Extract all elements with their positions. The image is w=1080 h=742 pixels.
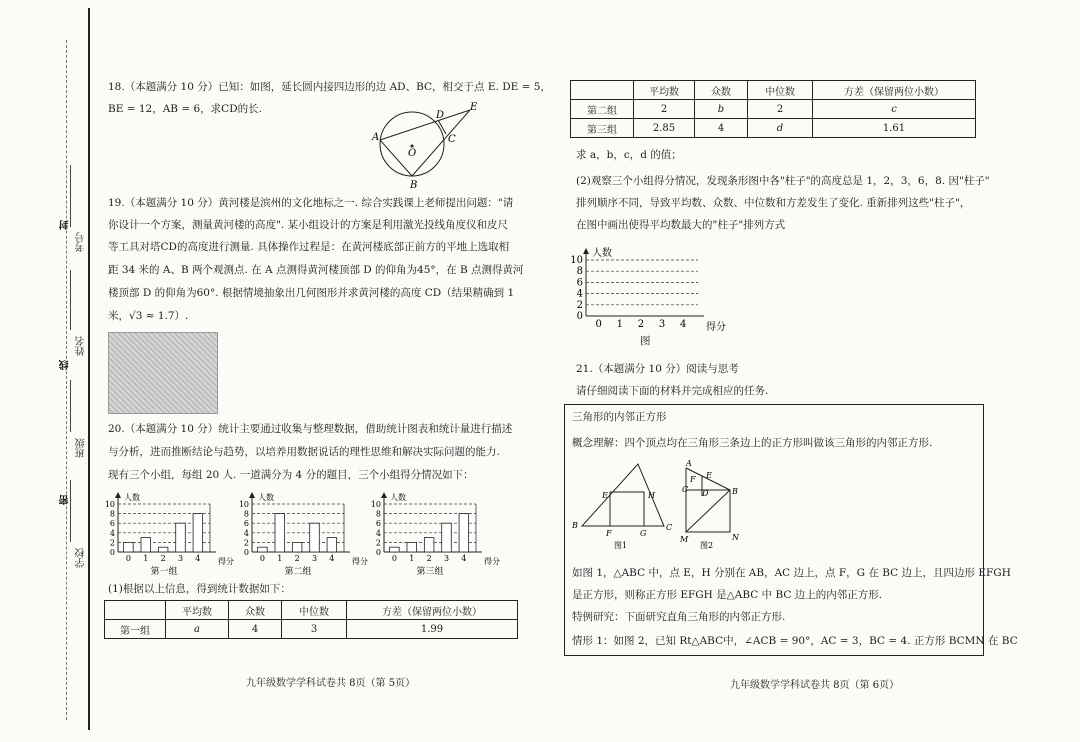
q21-p3: 特例研究：下面研究直角三角形的内邻正方形. <box>572 611 786 623</box>
q19-line: 你设计一个方案，测量黄河楼的高度". 某小组设计的方案是利用激光投线角度仪和皮尺 <box>108 219 509 231</box>
x-tick-label: 3 <box>177 554 184 563</box>
bar-chart-group2 <box>232 484 368 580</box>
label-C: C <box>448 134 456 145</box>
table-header: 平均数 <box>634 81 695 100</box>
y-tick-label: 8 <box>375 509 381 519</box>
bar <box>459 514 469 552</box>
q20-line: 现有三个小组，每组 20 人. 一道满分为 4 分的题目，三个小组得分情况如下： <box>108 469 474 481</box>
q19-line: 距 34 米的 A、B 两个观测点. 在 A 点测得黄河楼顶部 D 的仰角为45°，在 B 点测得黄河 <box>108 264 524 276</box>
table-cell: 1.61 <box>813 119 976 138</box>
q20-sub2: 排列顺序不同，导致平均数、众数、中位数和方差发生了变化. 重新排列这些"柱子"， <box>576 197 971 209</box>
exam-no-label: 考号 <box>76 232 87 252</box>
label-G: G <box>640 529 647 538</box>
class-blank <box>70 380 71 432</box>
table-cell: b <box>695 100 748 119</box>
q20-sub2: 在图中画出使得平均数最大的"柱子"排列方式 <box>576 219 786 231</box>
seal-char: 封 <box>60 220 71 230</box>
y-tick-label: 0 <box>243 548 249 557</box>
x-tick-label: 4 <box>461 554 467 563</box>
table-cell: 2.85 <box>634 119 695 138</box>
y-tick-label: 10 <box>104 500 115 509</box>
label-B2: B <box>732 487 738 496</box>
y-tick-label: 0 <box>109 548 115 557</box>
bar <box>390 547 400 552</box>
y-tick-label: 10 <box>570 255 583 266</box>
q19-line: 楼顶部 D 的仰角为60°. 根据情境抽象出几何图形并求黄河楼的高度 CD（结果精确到 1 <box>108 287 515 299</box>
y-tick-label: 6 <box>576 277 583 289</box>
label-D: D <box>436 110 445 121</box>
y-tick-label: 8 <box>243 509 249 519</box>
x-tick-label: 1 <box>277 554 283 563</box>
table-cell: 3 <box>282 620 347 639</box>
q21-intro: 请仔细阅读下面的材料并完成相应的任务. <box>576 385 769 397</box>
table-header: 中位数 <box>748 81 813 100</box>
label-N2: N <box>732 533 739 542</box>
table-header: 方差（保留两位小数） <box>813 81 976 100</box>
q20-line: 20.（本题满分 10 分）统计主要通过收集与整理数据，借助统计图表和统计量进行描述 <box>108 423 513 435</box>
x-tick-label: 4 <box>329 554 335 563</box>
label-A: A <box>372 132 380 143</box>
y-tick-label: 2 <box>375 538 381 548</box>
bar <box>442 523 452 552</box>
label-D2: D <box>702 489 709 498</box>
x-tick-label: 0 <box>391 554 397 563</box>
table-cell: a <box>166 620 229 639</box>
label-B: B <box>572 521 578 530</box>
table-header: 众数 <box>695 81 748 100</box>
y-tick-label: 0 <box>375 548 381 557</box>
chart-title: 第三组 <box>416 567 444 577</box>
q19-line: 等工具对塔CD的高度进行测量. 具体操作过程是：在黄河楼底部正前方的平地上选取相 <box>108 241 510 253</box>
y-axis-arrow <box>381 492 387 498</box>
exam-no-blank <box>70 165 71 227</box>
seal-char: 线 <box>60 360 71 370</box>
label-M2: M <box>680 535 689 544</box>
concept-text: 概念理解：四个顶点均在三角形三条边上的正方形叫做该三角形的内邻正方形. <box>572 437 933 449</box>
bar <box>258 547 268 552</box>
y-tick-label: 10 <box>238 500 249 509</box>
x-tick-label: 2 <box>160 554 166 563</box>
x-tick-label: 0 <box>125 554 131 563</box>
label-E: E <box>470 102 478 113</box>
q18-circle-figure <box>360 100 500 191</box>
bar <box>158 547 168 552</box>
seal-char: 密 <box>60 495 71 505</box>
bar <box>193 514 203 552</box>
chart-title: 第一组 <box>150 567 178 577</box>
bar <box>407 542 417 552</box>
label-O: O <box>408 148 417 159</box>
footer-right: 九年级数学学科试卷共 8页（第 6页） <box>730 680 900 691</box>
bar <box>424 538 434 552</box>
x-axis-label: 得分 <box>218 557 234 566</box>
y-tick-label: 6 <box>375 519 381 529</box>
y-tick-label: 2 <box>243 538 249 548</box>
y-tick-label: 8 <box>576 266 583 278</box>
table-cell: 第一组 <box>105 620 166 639</box>
stats-table-group23 <box>570 80 976 138</box>
bar <box>124 542 134 552</box>
table-header: 平均数 <box>166 601 229 620</box>
x-tick-label: 2 <box>637 319 645 330</box>
x-tick-label: 2 <box>294 554 300 563</box>
footer-left: 九年级数学学科试卷共 8页（第 5页） <box>246 678 416 689</box>
table-cell: c <box>813 100 976 119</box>
label-B: B <box>410 180 418 191</box>
school-label: 学校 <box>76 548 87 568</box>
table-cell: d <box>748 119 813 138</box>
x-tick-label: 4 <box>195 554 201 563</box>
y-tick-label: 6 <box>109 519 115 529</box>
q20-line: 与分析，进而推断结论与趋势，以培养用数据说话的理性思维和解决实际问题的能力. <box>108 446 500 458</box>
y-tick-label: 4 <box>375 528 381 538</box>
table-header <box>105 601 166 620</box>
y-axis-label: 人数 <box>390 493 406 502</box>
y-axis-arrow <box>249 492 255 498</box>
x-tick-label: 2 <box>426 554 432 563</box>
table-cell: 4 <box>229 620 282 639</box>
fig1-caption: 图1 <box>614 541 628 550</box>
y-tick-label: 2 <box>576 299 583 311</box>
table-header: 中位数 <box>282 601 347 620</box>
name-blank <box>70 270 71 330</box>
x-tick-label: 4 <box>680 319 687 330</box>
x-axis-label: 得分 <box>484 557 500 566</box>
name-label: 姓名 <box>76 336 87 356</box>
bar-chart-group1 <box>96 484 232 580</box>
label-E: E <box>602 491 608 500</box>
q18-line1: 18.（本题满分 10 分）已知：如图，延长圆内接四边形的边 AD、BC，相交于点 E. DE = 5， <box>108 81 551 93</box>
table-header: 众数 <box>229 601 282 620</box>
y-axis-arrow <box>583 248 589 254</box>
q21-p2: 是正方形，则称正方形 EFGH 是△ABC 中 BC 边上的内邻正方形. <box>572 589 883 601</box>
yellow-river-tower-photo <box>108 332 218 414</box>
y-tick-label: 8 <box>109 509 115 519</box>
table-cell: 2 <box>748 100 813 119</box>
q18-line2: BE = 12，AB = 6，求CD的长. <box>108 103 262 115</box>
q21-title: 21.（本题满分 10 分）阅读与思考 <box>576 363 739 375</box>
table-cell: 第二组 <box>571 100 634 119</box>
y-tick-label: 2 <box>109 538 115 548</box>
class-label: 班级 <box>76 438 87 458</box>
x-axis-label: 得分 <box>706 322 726 333</box>
label-A: A <box>686 459 692 468</box>
q20-sub1: (1)根据以上信息，得到统计数据如下： <box>108 583 291 595</box>
blank-bar-chart <box>560 236 740 336</box>
q19-line: 米，√3 ≈ 1.7）. <box>108 310 189 322</box>
y-tick-label: 6 <box>243 519 249 529</box>
margin-rule <box>88 8 90 730</box>
y-tick-label: 4 <box>109 528 115 538</box>
q20-sub2: (2)观察三个小组得分情况，发现条形图中各"柱子"的高度总是 1，2，3，6，8. 因"柱子" <box>576 175 990 187</box>
y-tick-label: 4 <box>243 528 249 538</box>
x-axis-label: 得分 <box>352 557 368 566</box>
bar <box>310 523 320 552</box>
x-tick-label: 0 <box>259 554 265 563</box>
y-tick-label: 4 <box>576 288 583 300</box>
y-axis-label: 人数 <box>124 493 140 502</box>
chart-title: 第二组 <box>284 567 312 577</box>
label-F: F <box>606 529 612 538</box>
y-axis-arrow <box>115 492 121 498</box>
bar <box>292 542 302 552</box>
y-axis-label: 人数 <box>258 493 274 502</box>
x-tick-label: 3 <box>311 554 318 563</box>
label-C2: C <box>682 485 689 494</box>
y-tick-label: 10 <box>370 500 381 509</box>
label-E2: E <box>706 471 712 480</box>
bar-chart-group3 <box>364 484 512 580</box>
x-tick-label: 3 <box>658 319 666 330</box>
q19-line: 19.（本题满分 10 分）黄河楼是滨州的文化地标之一. 综合实践课上老师提出问题："请 <box>108 197 514 209</box>
box-title: 三角形的内邻正方形 <box>572 411 667 423</box>
x-tick-label: 0 <box>595 319 602 330</box>
table-header <box>571 81 634 100</box>
label-C: C <box>666 523 673 532</box>
bar <box>327 538 337 552</box>
blank-chart-caption: 图 <box>640 335 651 347</box>
ask-values: 求 a，b，c，d 的值； <box>576 149 682 161</box>
table-cell: 第三组 <box>571 119 634 138</box>
bar <box>141 538 151 552</box>
y-axis-label: 人数 <box>592 248 612 259</box>
bar <box>275 514 285 552</box>
triangle-figures <box>572 456 772 552</box>
table-header: 方差（保留两位小数） <box>347 601 518 620</box>
bar <box>176 523 186 552</box>
q21-p1: 如图 1，△ABC 中，点 E，H 分别在 AB，AC 边上，点 F，G 在 BC 边上，且四边形 EFGH <box>572 567 1011 579</box>
label-F2: F <box>690 475 696 484</box>
x-tick-label: 1 <box>616 319 623 330</box>
fig2-caption: 图2 <box>700 541 714 550</box>
school-blank <box>70 480 71 542</box>
stats-table-group1 <box>104 600 518 639</box>
x-tick-label: 1 <box>143 554 149 563</box>
label-H: H <box>648 491 655 500</box>
x-tick-label: 1 <box>409 554 415 563</box>
seal-dashed-line <box>66 40 67 720</box>
table-cell: 1.99 <box>347 620 518 639</box>
x-tick-label: 3 <box>443 554 450 563</box>
table-cell: 4 <box>695 119 748 138</box>
table-cell: 2 <box>634 100 695 119</box>
y-tick-label: 0 <box>576 311 583 322</box>
q21-p4: 情形 1：如图 2，已知 Rt△ABC中，∠ACB = 90°，AC = 3，BC = 4. 正方形 BCMN 在 BC <box>572 635 1018 647</box>
